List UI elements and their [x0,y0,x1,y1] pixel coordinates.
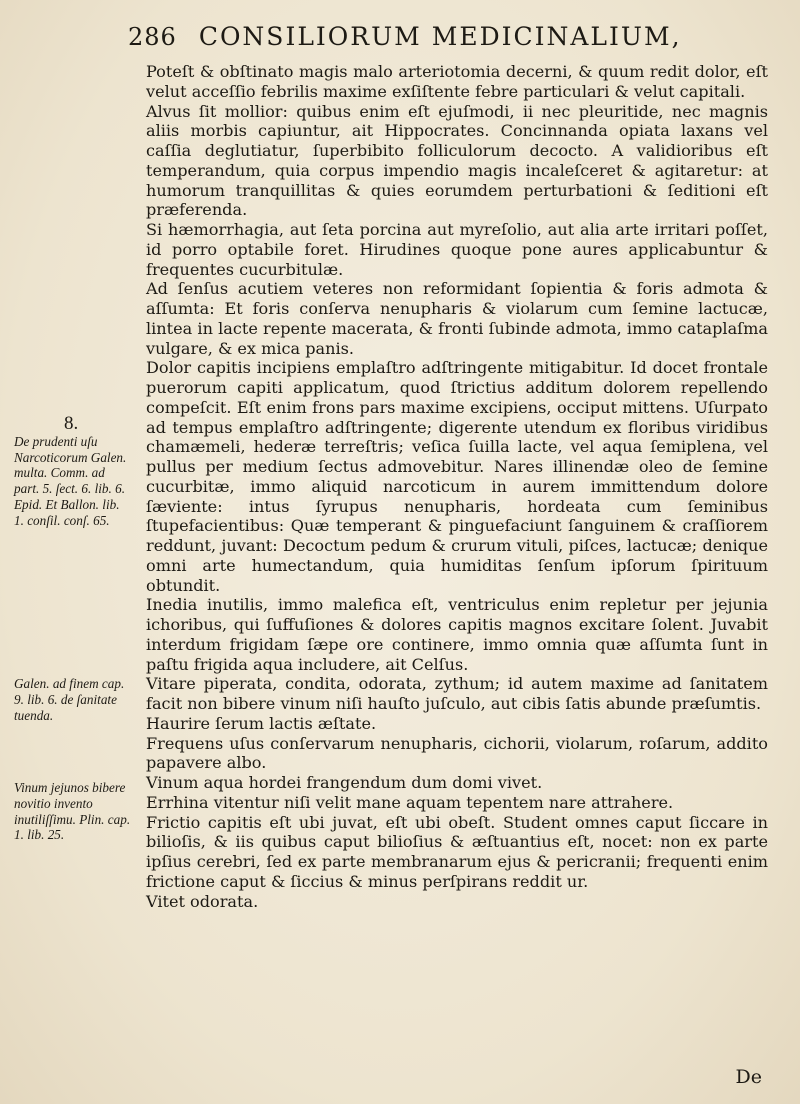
paragraph-haurire-serum: Haurire ſerum lactis æſtate. [146,713,377,733]
paragraph-frequens-usus: Frequens uſus conſervarum nenupharis, cichorii, violarum, roſarum, addito papavere albo. [146,733,768,773]
paragraph-vitet-odorata: Vitet odorata. [146,891,259,911]
paragraph-vinum-aqua: Vinum aqua hordei frangendum dum domi vivet. [146,773,543,792]
page-number: 286 [128,23,177,51]
margin-notes [14,0,132,1104]
margin-note-text: De prudenti uſu Narcoticorum Galen. multa. Comm. ad part. 5. ſect. 6. lib. 6. Epid. Et Ballon. lib. 1. conſil. conſ. 65. [14,433,127,528]
margin-note-text: Vinum jejunos bibere novitio invento inutiliſſimu. Plin. cap. 1. lib. 25. [14,780,131,843]
body-text [146,62,768,911]
margin-note-narcotica [14,413,132,529]
margin-note-vinum [14,780,132,843]
paragraph-sensus-acutiem: Ad ſenſus acutiem veteres non reformidant ſopientia & foris admota & aſſumta: Et foris conſerva nenupharis & violarum cum ſemine lactucæ, lintea in lacte repente macerata, & fronti ſubinde admota, immo cataplaſma vulgare, & ex mica panis. [146,279,768,358]
paragraph-inedia: Inedia inutilis, immo malefica eſt, ventriculus enim repletur per jejunia ichoribus, qui ſuffuſiones & dolores capitis magnos excitare ſolent. Juvabit interdum frigidam ſæpe ore continere, immo omnia quæ aſſumta ſunt in paſtu frigida aqua includere, ait Celſus. [146,595,768,674]
margin-note-galen [14,676,132,723]
paragraph-vitare-piperata: Vitare piperata, condita, odorata, zythum; id autem maxime ad ſanitatem facit non bibere vinum niſi hauſto juſculo, aut cibis ſatis abunde præſumtis. [146,674,768,713]
paragraph-alvus: Alvus ſit mollior: quibus enim eſt ejuſmodi, ii nec pleuritide, nec magnis aliis morbis capiuntur, ait Hippocrates. Concinnanda opiata laxans vel caſſia deglutiatur, ſuperbibito folliculorum decocto. A validioribus eſt temperandum, quia corpus impendio magis incaleſceret & agitaretur: at humorum tranquillitas & quies eorumdem perturbationi & ſeditioni eſt præferenda. [146,101,768,220]
running-head [128,22,728,58]
margin-note-number: 8. [64,413,79,434]
paragraph-frictio: Frictio capitis eſt ubi juvat, eſt ubi obeſt. Student omnes caput ſiccare in bilioſis, & iis quibus caput bilioſius & æſtuantius eſt, nocet: non ex parte ipſius cerebri, ſed ex parte membranarum ejus & pericranii; frequenti enim frictione caput & ſiccius & minus perſpirans reddit ur. [146,812,768,891]
paragraph-arteriotomia: Poteſt & obſtinato magis malo arteriotomia decerni, & quum redit dolor, eſt velut acceſſio febrilis maxime exſiſtente febre particulari & velut capitali. [146,62,768,101]
catchword: De [735,1066,762,1088]
paragraph-dolor-capitis: Dolor capitis incipiens emplaſtro adſtringente mitigabitur. Id docet frontale puerorum capiti applicatum, quod ſtrictius additum dolorem repellendo compeſcit. Eſt enim frons pars maxime excipiens, occiput mittens. Uſurpato ad tempus emplaſtro adſtringente; digerente utendum ex floribus viridibus chamæmeli, hederæ terreſtris; veſica ſuilla lacte, vel aqua ſemiplena, vel pullus per medium ſectus admovebitur. Nares illinendæ oleo de ſemine cucurbitæ, immo aliquid narcoticum in aurem immittendum dolore ſæviente: intus ſyrupus nenupharis, hordeata cum ſeminibus ſtupefacientibus: Quæ temperant & pinguefaciunt ſanguinem & craſſiorem reddunt, juvant: Decoctum pedum & crurum vituli, piſces, lactucæ; denique omni arte humectandum, quia humiditas ſenſum ipſorum ſpirituum obtundit. [146,358,768,595]
paragraph-errhina: Errhina vitentur niſi velit mane aquam tepentem nare attrahere. [146,792,674,812]
page-header-title: CONSILIORUM MEDICINALIUM, [198,22,682,51]
margin-note-text: Galen. ad finem cap. 9. lib. 6. de ſanitate tuenda. [14,676,125,723]
paragraph-haemorrhagia: Si hæmorrhagia, aut ſeta porcina aut myreſolio, aut alia arte irritari poſſet, id porro optabile foret. Hirudines quoque pone aures applicabuntur & frequentes cucurbitulæ. [146,220,768,279]
